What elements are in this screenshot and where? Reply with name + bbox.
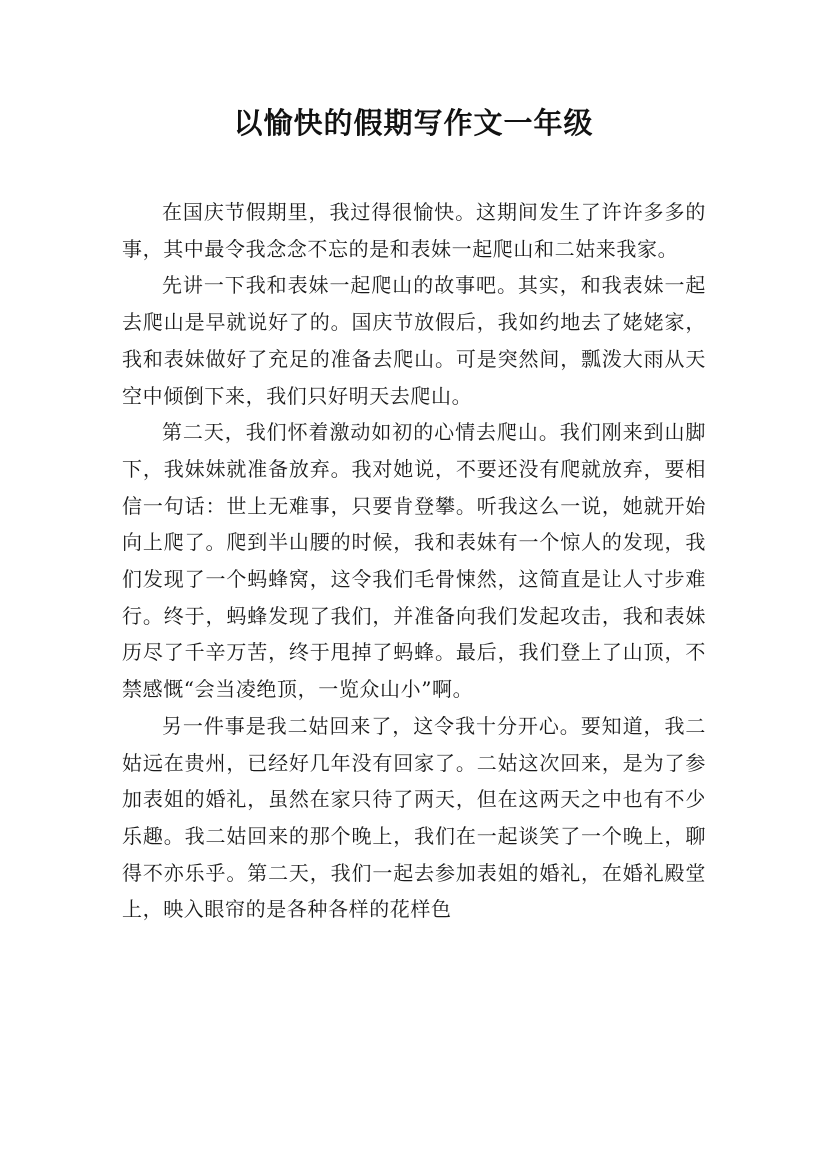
document-body: [122, 194, 706, 928]
paragraph-4: 另一件事是我二姑回来了，这令我十分开心。要知道，我二姑远在贵州，已经好几年没有回家了。二姑这次回来，是为了参加表姐的婚礼，虽然在家只待了两天，但在这两天之中也有不少乐趣。我二姑回来的那个晚上，我们在一起谈笑了一个晚上，聊得不亦乐乎。第二天，我们一起去参加表姐的婚礼，在婚礼殿堂上，映入眼帘的是各种各样的花样色: [122, 713, 706, 922]
paragraph-1: 在国庆节假期里，我过得很愉快。这期间发生了许许多多的事，其中最令我念念不忘的是和表妹一起爬山和二姑来我家。: [122, 200, 706, 261]
paragraph-2: 先讲一下我和表妹一起爬山的故事吧。其实，和我表妹一起去爬山是早就说好了的。国庆节放假后，我如约地去了姥姥家，我和表妹做好了充足的准备去爬山。可是突然间，瓢泼大雨从天空中倾倒下来，我们只好明天去爬山。: [122, 273, 706, 408]
paragraph-3: 第二天，我们怀着激动如初的心情去爬山。我们刚来到山脚下，我妹妹就准备放弃。我对她说，不要还没有爬就放弃，要相信一句话：世上无难事，只要肯登攀。听我这么一说，她就开始向上爬了。爬到半山腰的时候，我和表妹有一个惊人的发现，我们发现了一个蚂蜂窝，这令我们毛骨悚然，这简直是让人寸步难行。终于，蚂蜂发现了我们，并准备向我们发起攻击，我和表妹历尽了千辛万苦，终于甩掉了蚂蜂。最后，我们登上了山顶，不禁感慨“会当凌绝顶，一览众山小”啊。: [122, 420, 706, 702]
document-title: 以愉快的假期写作文一年级: [233, 106, 594, 140]
